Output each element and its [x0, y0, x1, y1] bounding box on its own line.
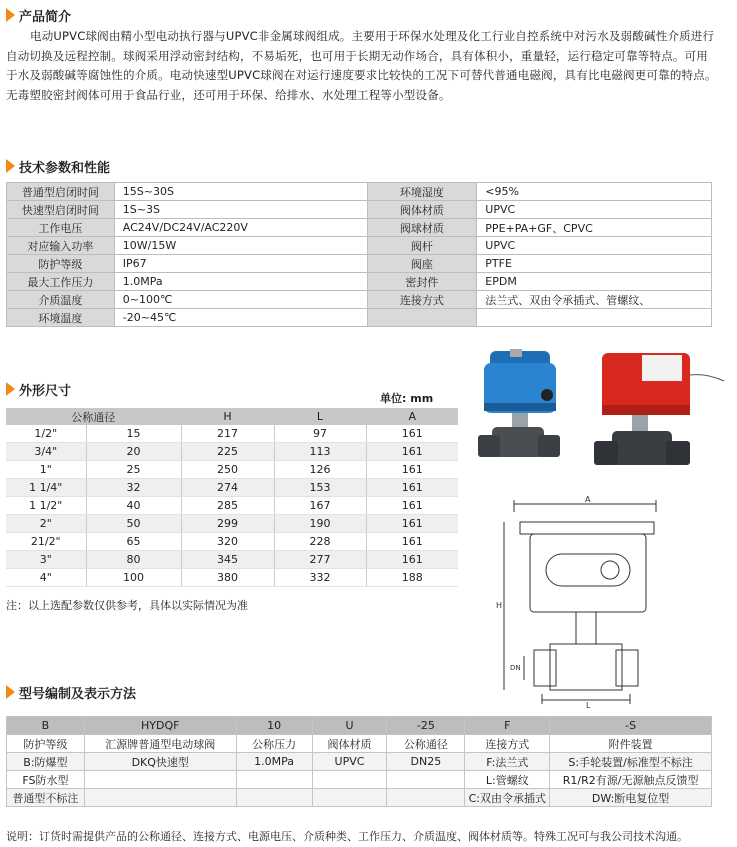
- dims-cell: 225: [181, 443, 274, 461]
- model-cell: L:管螺纹: [465, 771, 550, 789]
- dims-cell: 1": [6, 461, 86, 479]
- section-arrow-icon: [6, 159, 15, 173]
- model-cell: [387, 771, 465, 789]
- param-value: IP67: [114, 255, 367, 273]
- model-header-cell: -25: [387, 717, 465, 735]
- param-label: 密封件: [367, 273, 477, 291]
- dims-cell: 167: [274, 497, 366, 515]
- model-cell: 公称压力: [236, 735, 312, 753]
- model-table: [6, 716, 712, 807]
- model-cell: F:法兰式: [465, 753, 550, 771]
- model-cell: [387, 789, 465, 807]
- dims-cell: 161: [366, 461, 458, 479]
- dims-row: [6, 425, 458, 443]
- param-value: -20~45℃: [114, 309, 367, 327]
- model-header-cell: 10: [236, 717, 312, 735]
- dims-cell: 161: [366, 533, 458, 551]
- blue-actuator-valve: [478, 349, 560, 457]
- dims-cell: 32: [86, 479, 181, 497]
- drawing-label-h: H: [496, 601, 503, 610]
- dims-cell: 126: [274, 461, 366, 479]
- model-header-cell: U: [312, 717, 387, 735]
- dims-row: [6, 515, 458, 533]
- section-arrow-icon: [6, 685, 15, 699]
- model-cell: [84, 789, 236, 807]
- dims-cell: 1 1/2": [6, 497, 86, 515]
- dims-cell: 20: [86, 443, 181, 461]
- model-cell: S:手轮装置/标准型不标注: [550, 753, 712, 771]
- param-label: 防护等级: [7, 255, 115, 273]
- dims-cell: 40: [86, 497, 181, 515]
- param-value: 1S~3S: [114, 201, 367, 219]
- param-label: 环境温度: [7, 309, 115, 327]
- dims-row: [6, 497, 458, 515]
- dims-cell: 250: [181, 461, 274, 479]
- param-value: PTFE: [477, 255, 712, 273]
- model-cell: B:防爆型: [7, 753, 85, 771]
- dims-cell: 80: [86, 551, 181, 569]
- dims-header-cell: L: [274, 408, 366, 425]
- param-value: 10W/15W: [114, 237, 367, 255]
- dims-cell: 1 1/4": [6, 479, 86, 497]
- dims-cell: 50: [86, 515, 181, 533]
- param-label: 连接方式: [367, 291, 477, 309]
- dims-cell: 217: [181, 425, 274, 443]
- model-cell: 普通型不标注: [7, 789, 85, 807]
- params-row: [7, 237, 712, 255]
- dims-cell: 161: [366, 443, 458, 461]
- model-cell: 防护等级: [7, 735, 85, 753]
- params-row: [7, 219, 712, 237]
- dimension-table: [6, 408, 458, 587]
- unit-label: 单位: mm: [380, 392, 434, 405]
- section-arrow-icon: [6, 8, 15, 22]
- params-row: [7, 291, 712, 309]
- dims-cell: 97: [274, 425, 366, 443]
- model-cell: DN25: [387, 753, 465, 771]
- dims-cell: 188: [366, 569, 458, 587]
- drawing-label-a: A: [585, 496, 591, 504]
- param-label: 阀座: [367, 255, 477, 273]
- params-row: [7, 201, 712, 219]
- dims-cell: 15: [86, 425, 181, 443]
- section-title-params: 技术参数和性能: [6, 157, 110, 175]
- model-header-cell: F: [465, 717, 550, 735]
- model-cell: [312, 789, 387, 807]
- dims-cell: 320: [181, 533, 274, 551]
- dims-row: [6, 461, 458, 479]
- section-title-intro: 产品简介: [6, 6, 71, 24]
- param-value: UPVC: [477, 201, 712, 219]
- dims-cell: 3": [6, 551, 86, 569]
- param-label: 工作电压: [7, 219, 115, 237]
- param-value: [477, 309, 712, 327]
- param-value: UPVC: [477, 237, 712, 255]
- model-row: [7, 753, 712, 771]
- model-header-cell: B: [7, 717, 85, 735]
- dims-cell: 153: [274, 479, 366, 497]
- section-title-dims: 外形尺寸: [6, 380, 71, 398]
- drawing-label-dn: DN: [510, 664, 521, 672]
- params-row: [7, 183, 712, 201]
- param-value: 0~100℃: [114, 291, 367, 309]
- dims-cell: 277: [274, 551, 366, 569]
- param-value: EPDM: [477, 273, 712, 291]
- model-header-cell: HYDQF: [84, 717, 236, 735]
- dims-cell: 161: [366, 497, 458, 515]
- dims-cell: 190: [274, 515, 366, 533]
- param-value: PPE+PA+GF、CPVC: [477, 219, 712, 237]
- dims-cell: 274: [181, 479, 274, 497]
- param-label: 介质温度: [7, 291, 115, 309]
- dims-cell: 21/2": [6, 533, 86, 551]
- dims-cell: 161: [366, 515, 458, 533]
- dims-row: [6, 533, 458, 551]
- dims-cell: 1/2": [6, 425, 86, 443]
- params-row: [7, 309, 712, 327]
- section-arrow-icon: [6, 382, 15, 396]
- dims-cell: 161: [366, 551, 458, 569]
- dims-cell: 4": [6, 569, 86, 587]
- dims-cell: 113: [274, 443, 366, 461]
- model-cell: 汇源牌普通型电动球阀: [84, 735, 236, 753]
- red-actuator-valve: [594, 353, 724, 465]
- model-header-cell: -S: [550, 717, 712, 735]
- model-cell: R1/R2有源/无源触点反馈型: [550, 771, 712, 789]
- model-cell: FS防水型: [7, 771, 85, 789]
- dims-note: 注：以上选配参数仅供参考，具体以实际情况为准: [6, 599, 248, 612]
- dims-cell: 100: [86, 569, 181, 587]
- dims-row: [6, 443, 458, 461]
- dims-row: [6, 551, 458, 569]
- param-value: 1.0MPa: [114, 273, 367, 291]
- model-cell: 连接方式: [465, 735, 550, 753]
- param-label: 最大工作压力: [7, 273, 115, 291]
- param-value: AC24V/DC24V/AC220V: [114, 219, 367, 237]
- model-cell: DW:断电复位型: [550, 789, 712, 807]
- param-value: <95%: [477, 183, 712, 201]
- product-photos: [462, 343, 727, 491]
- dims-row: [6, 569, 458, 587]
- model-cell: UPVC: [312, 753, 387, 771]
- params-row: [7, 273, 712, 291]
- dims-cell: 65: [86, 533, 181, 551]
- intro-paragraph: 电动UPVC球阀由精小型电动执行器与UPVC非金属球阀组成。主要用于环保水处理及化工行业自控系统中对污水及弱酸碱性介质进行自动切换及远程控制。球阀采用浮动密封结构，不易垢死，也可用于长期无动作场合，具有体积小，重量轻，运行稳定可靠等特点。可用于水及弱酸碱等腐蚀性的介质。电动快速型UPVC球阀在对运行速度要求比较快的工况下可替代普通电磁阀，具有比电磁阀更可靠的特点。无毒塑胶密封阀体可用于食品行业，还可用于环保、给排水、水处理工程等小型设备。: [6, 29, 717, 102]
- dims-cell: 380: [181, 569, 274, 587]
- dims-cell: 3/4": [6, 443, 86, 461]
- dims-cell: 332: [274, 569, 366, 587]
- param-label: 阀杆: [367, 237, 477, 255]
- param-label: [367, 309, 477, 327]
- model-cell: 公称通径: [387, 735, 465, 753]
- model-cell: 阀体材质: [312, 735, 387, 753]
- param-value: 15S~30S: [114, 183, 367, 201]
- param-label: 快速型启闭时间: [7, 201, 115, 219]
- section-title-model: 型号编制及表示方法: [6, 683, 136, 701]
- dimension-drawing: [490, 496, 665, 708]
- model-cell: C:双由令承插式: [465, 789, 550, 807]
- param-label: 阀球材质: [367, 219, 477, 237]
- model-row: [7, 789, 712, 807]
- model-cell: [236, 771, 312, 789]
- param-label: 阀体材质: [367, 201, 477, 219]
- dims-cell: 2": [6, 515, 86, 533]
- model-row: [7, 735, 712, 753]
- param-label: 对应输入功率: [7, 237, 115, 255]
- dims-cell: 299: [181, 515, 274, 533]
- model-row: [7, 771, 712, 789]
- dims-cell: 161: [366, 479, 458, 497]
- param-value: 法兰式、双由令承插式、管螺纹、: [477, 291, 712, 309]
- drawing-label-l: L: [586, 701, 591, 708]
- dims-header-cell: A: [366, 408, 458, 425]
- params-table: [6, 182, 712, 327]
- dims-cell: 161: [366, 425, 458, 443]
- dims-cell: 285: [181, 497, 274, 515]
- model-cell: 1.0MPa: [236, 753, 312, 771]
- dims-header-cell: 公称通径: [6, 408, 181, 425]
- dims-header-row: [6, 408, 458, 425]
- model-header-row: [7, 717, 712, 735]
- model-cell: DKQ快速型: [84, 753, 236, 771]
- param-label: 环境湿度: [367, 183, 477, 201]
- params-row: [7, 255, 712, 273]
- dims-cell: 228: [274, 533, 366, 551]
- model-cell: [312, 771, 387, 789]
- param-label: 普通型启闭时间: [7, 183, 115, 201]
- dims-cell: 25: [86, 461, 181, 479]
- dims-header-cell: H: [181, 408, 274, 425]
- dims-row: [6, 479, 458, 497]
- model-cell: [84, 771, 236, 789]
- dims-cell: 345: [181, 551, 274, 569]
- order-note: 说明：订货时需提供产品的公称通径、连接方式、电源电压、介质种类、工作压力、介质温度、阀体材质等。特殊工况可与我公司技术沟通。: [6, 830, 688, 843]
- model-cell: [236, 789, 312, 807]
- model-cell: 附件装置: [550, 735, 712, 753]
